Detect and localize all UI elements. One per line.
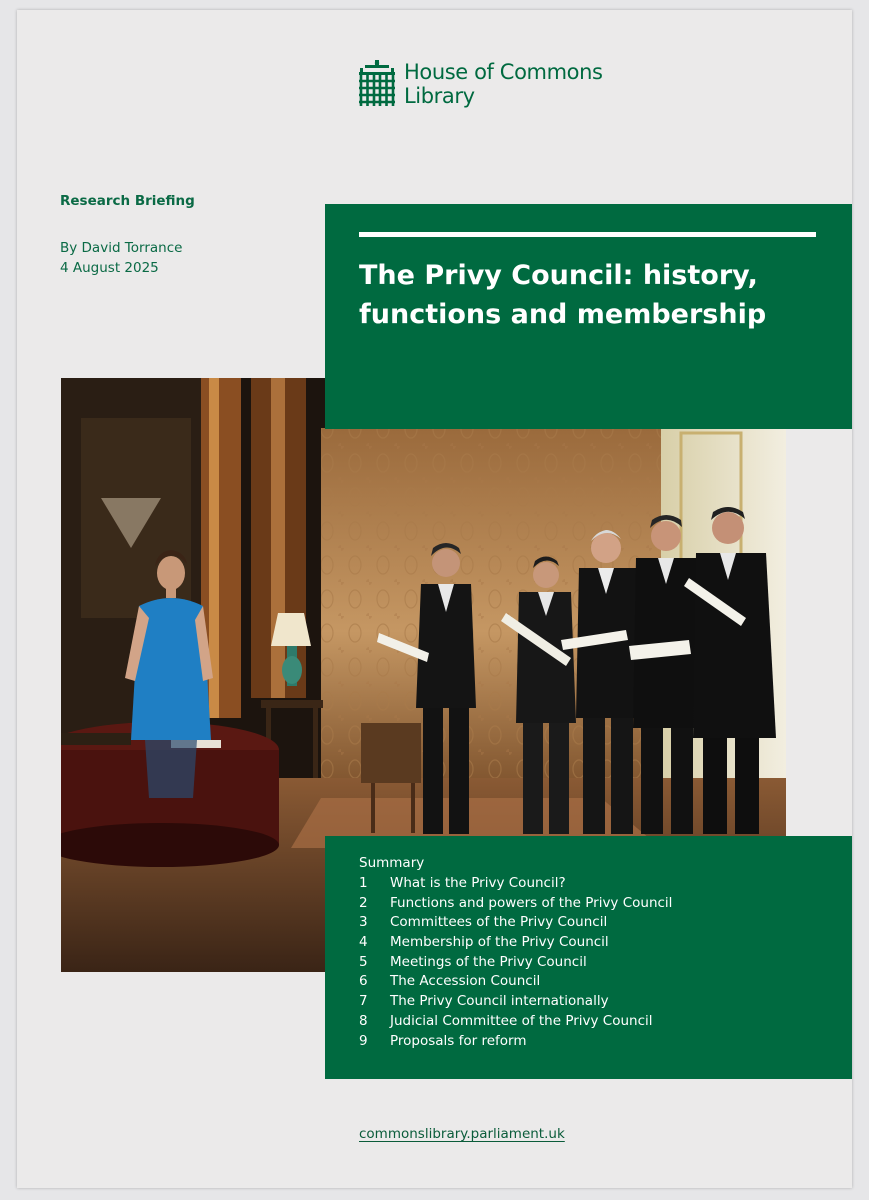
summary-item-label: Meetings of the Privy Council (390, 953, 587, 970)
summary-item[interactable] (359, 972, 672, 992)
summary-item-number: 2 (359, 894, 368, 911)
summary-item[interactable] (359, 933, 672, 953)
summary-item-label: Judicial Committee of the Privy Council (390, 1012, 653, 1029)
website-link[interactable]: commonslibrary.parliament.uk (359, 1126, 565, 1142)
summary-item[interactable] (359, 874, 672, 894)
summary-item-label: Committees of the Privy Council (390, 914, 608, 931)
summary-heading: Summary (359, 855, 425, 871)
house-of-commons-library-logo (357, 60, 603, 108)
summary-item-label: The Privy Council internationally (390, 993, 609, 1010)
summary-item-number: 1 (359, 875, 368, 891)
logo-line-2: Library (404, 84, 475, 108)
summary-item[interactable] (359, 953, 672, 973)
summary-list (359, 874, 672, 1051)
portcullis-icon (357, 60, 397, 108)
summary-item-number: 9 (359, 1032, 368, 1049)
logo-line-1: House of Commons (404, 60, 603, 84)
summary-item-number: 7 (359, 993, 368, 1010)
summary-item-number: 3 (359, 914, 368, 931)
summary-item-number: 4 (359, 934, 368, 951)
summary-item-label: Functions and powers of the Privy Council (390, 894, 673, 911)
title-divider (359, 232, 816, 237)
document-type: Research Briefing (60, 193, 195, 209)
cover-page (17, 10, 852, 1188)
summary-item[interactable] (359, 913, 672, 933)
author: By David Torrance (60, 240, 183, 256)
summary-item-label: Proposals for reform (390, 1032, 527, 1049)
summary-item-number: 8 (359, 1012, 368, 1029)
summary-item[interactable] (359, 1032, 672, 1052)
summary-item-label: Membership of the Privy Council (390, 934, 609, 951)
document-title: The Privy Council: history, functions and membership (359, 260, 767, 330)
publication-date: 4 August 2025 (60, 260, 159, 276)
summary-item-label: What is the Privy Council? (390, 875, 566, 891)
summary-item-label: The Accession Council (390, 973, 541, 990)
summary-item-number: 5 (359, 953, 368, 970)
summary-item[interactable] (359, 992, 672, 1012)
title-panel (325, 204, 852, 429)
summary-panel (325, 836, 852, 1079)
summary-item[interactable] (359, 1012, 672, 1032)
summary-item[interactable] (359, 894, 672, 914)
summary-item-number: 6 (359, 973, 368, 990)
